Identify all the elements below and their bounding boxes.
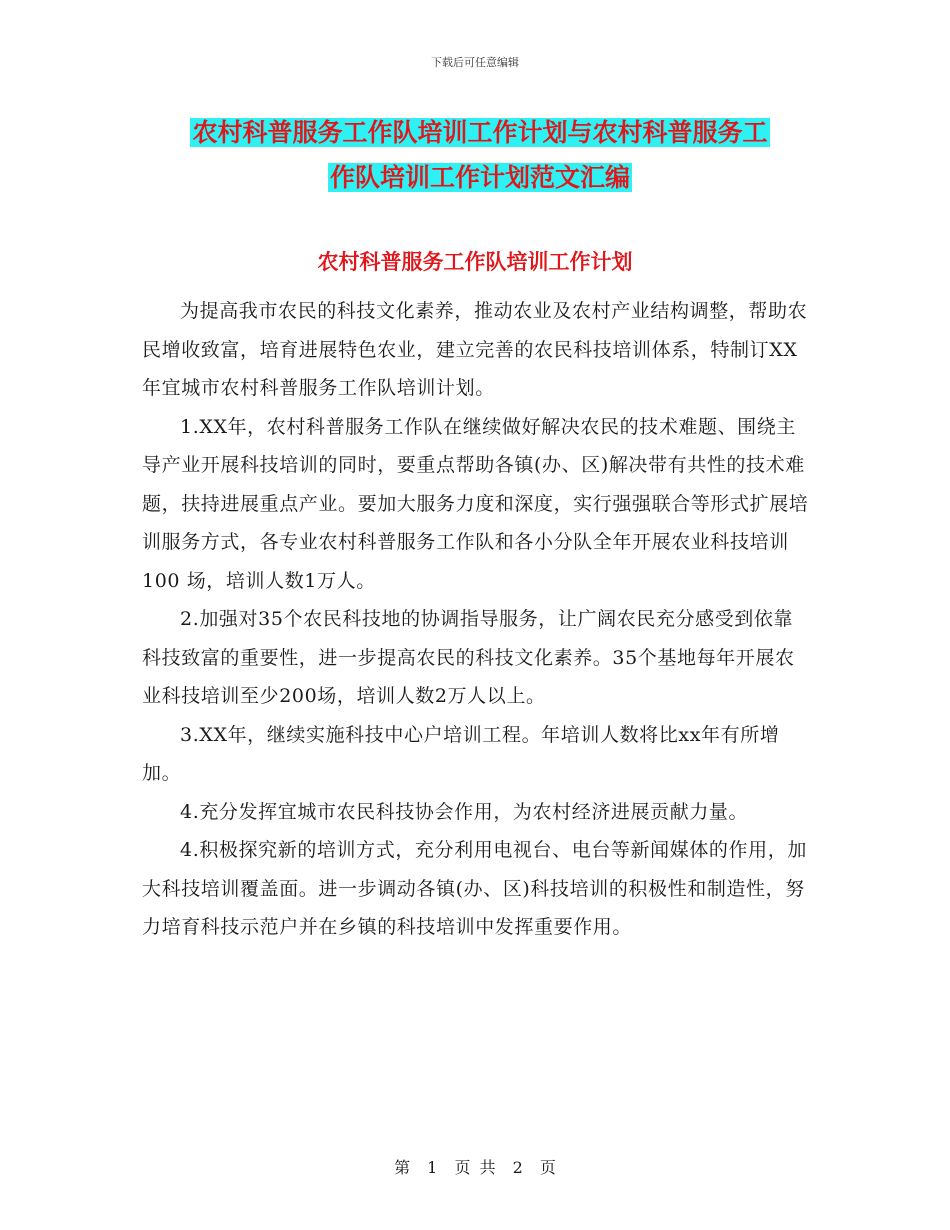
footer-total-pages: 2 <box>512 1158 523 1177</box>
document-title <box>140 110 820 200</box>
footer-suffix: 页 <box>539 1158 556 1177</box>
section-title: 农村科普服务工作队培训工作计划 <box>317 249 633 274</box>
paragraph-item-4a: 4.充分发挥宜城市农民科技协会作用，为农村经济进展贡献力量。 <box>180 800 749 823</box>
document-body <box>142 292 810 947</box>
header-note: 下载后可任意编辑 <box>431 56 519 69</box>
footer-prefix: 第 <box>394 1158 411 1177</box>
footer-page-number: 1 <box>427 1158 438 1177</box>
paragraph-item-4b: 4.积极探究新的培训方式，充分利用电视台、电台等新闻媒体的作用，加大科技培训覆盖面。进一步调动各镇(办、区)科技培训的积极性和制造性，努力培育科技示范户并在乡镇的科技培训中发挥重要作用。 <box>142 839 807 938</box>
page-footer <box>0 1155 950 1178</box>
paragraph-item-3: 3.XX年，继续实施科技中心户培训工程。年培训人数将比xx年有所增加。 <box>142 723 780 784</box>
title-line-1: 农村科普服务工作队培训工作计划与农村科普服务工 <box>192 118 768 147</box>
paragraph-intro: 为提高我市农民的科技文化素养，推动农业及农村产业结构调整，帮助农民增收致富，培育进展特色农业，建立完善的农民科技培训体系，特制订XX年宜城市农村科普服务工作队培训计划。 <box>142 300 808 399</box>
title-line-2: 作队培训工作计划范文汇编 <box>329 163 630 192</box>
footer-mid: 页 共 <box>454 1158 496 1177</box>
paragraph-item-2: 2.加强对35个农民科技地的协调指导服务，让广阔农民充分感受到依靠科技致富的重要性，进一步提高农民的科技文化素养。35个基地每年开展农业科技培训至少200场，培训人数2万人以上。 <box>142 608 795 707</box>
paragraph-item-1: 1.XX年，农村科普服务工作队在继续做好解决农民的技术难题、围绕主导产业开展科技培训的同时，要重点帮助各镇(办、区)解决带有共性的技术难题，扶持进展重点产业。要加大服务力度和深度，实行强强联合等形式扩展培训服务方式，各专业农村科普服务工作队和各小分队全年开展农业科技培训100 场，培训人数1万人。 <box>142 415 809 592</box>
